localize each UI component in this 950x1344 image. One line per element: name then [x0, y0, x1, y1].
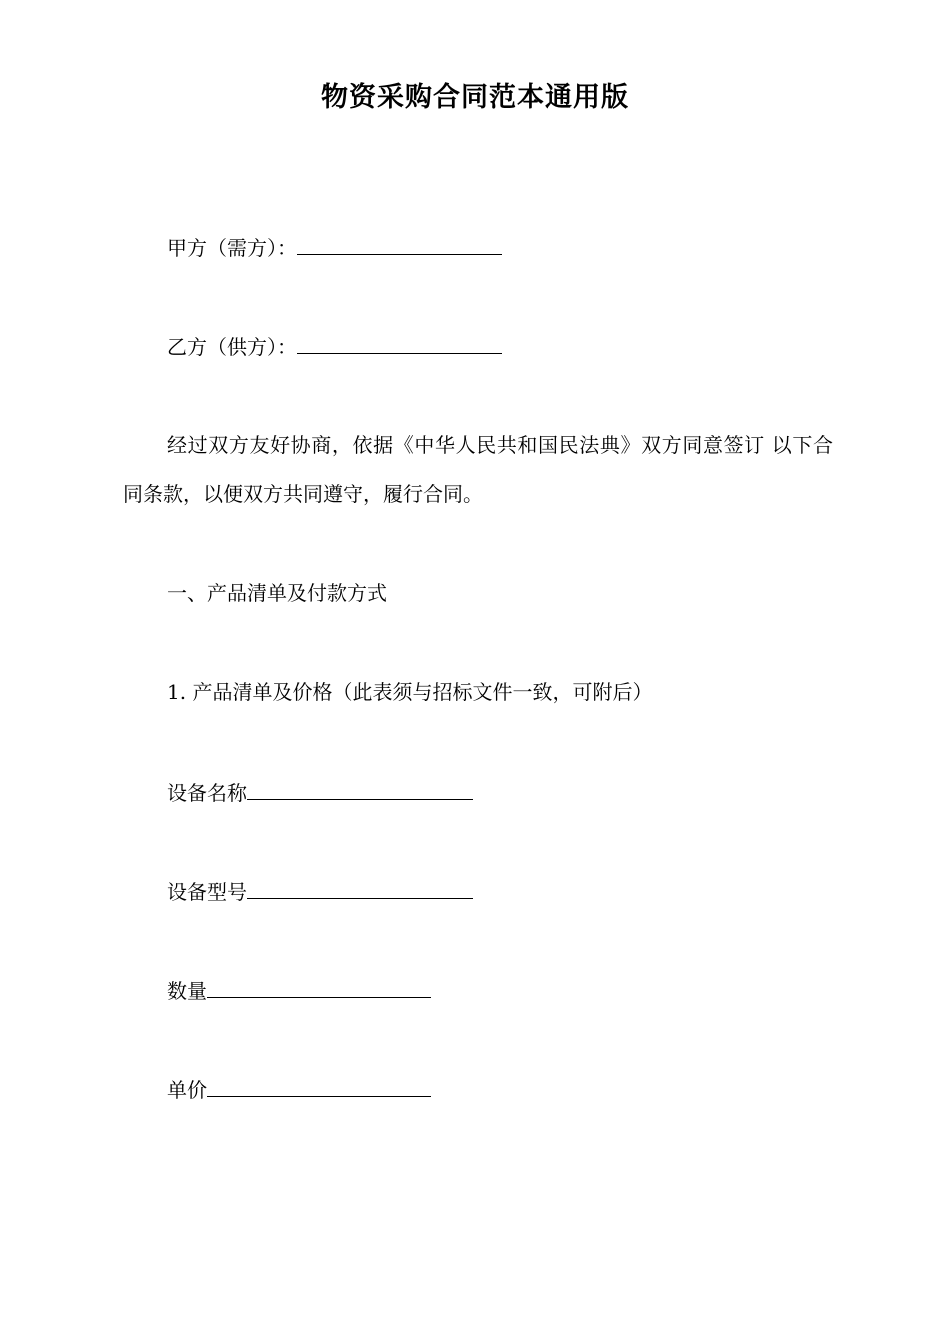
party-b-line	[167, 331, 502, 363]
party-b-blank[interactable]	[297, 331, 502, 354]
party-a-label: 甲方（需方）：	[167, 236, 297, 260]
quantity-line	[167, 975, 431, 1007]
intro-paragraph: 经过双方友好协商，依据《中华人民共和国民法典》双方同意签订 以下合同条款，以便双方共同遵守，履行合同。	[123, 433, 833, 506]
equipment-model-blank[interactable]	[247, 876, 473, 899]
party-a-line	[167, 232, 502, 264]
equipment-model-label: 设备型号	[167, 880, 247, 904]
quantity-blank[interactable]	[207, 975, 431, 998]
section-1-heading: 一、产品清单及付款方式	[167, 581, 387, 605]
equipment-name-line	[167, 777, 473, 809]
party-b-label: 乙方（供方）：	[167, 335, 297, 359]
unit-price-line	[167, 1074, 431, 1106]
unit-price-label: 单价	[167, 1078, 207, 1102]
unit-price-blank[interactable]	[207, 1074, 431, 1097]
party-a-blank[interactable]	[297, 232, 502, 255]
equipment-model-line	[167, 876, 473, 908]
equipment-name-blank[interactable]	[247, 777, 473, 800]
equipment-name-label: 设备名称	[167, 781, 247, 805]
quantity-label: 数量	[167, 979, 207, 1003]
document-title: 物资采购合同范本通用版	[321, 82, 629, 113]
clause-1-1: 1. 产品清单及价格（此表须与招标文件一致，可附后）	[167, 680, 653, 704]
